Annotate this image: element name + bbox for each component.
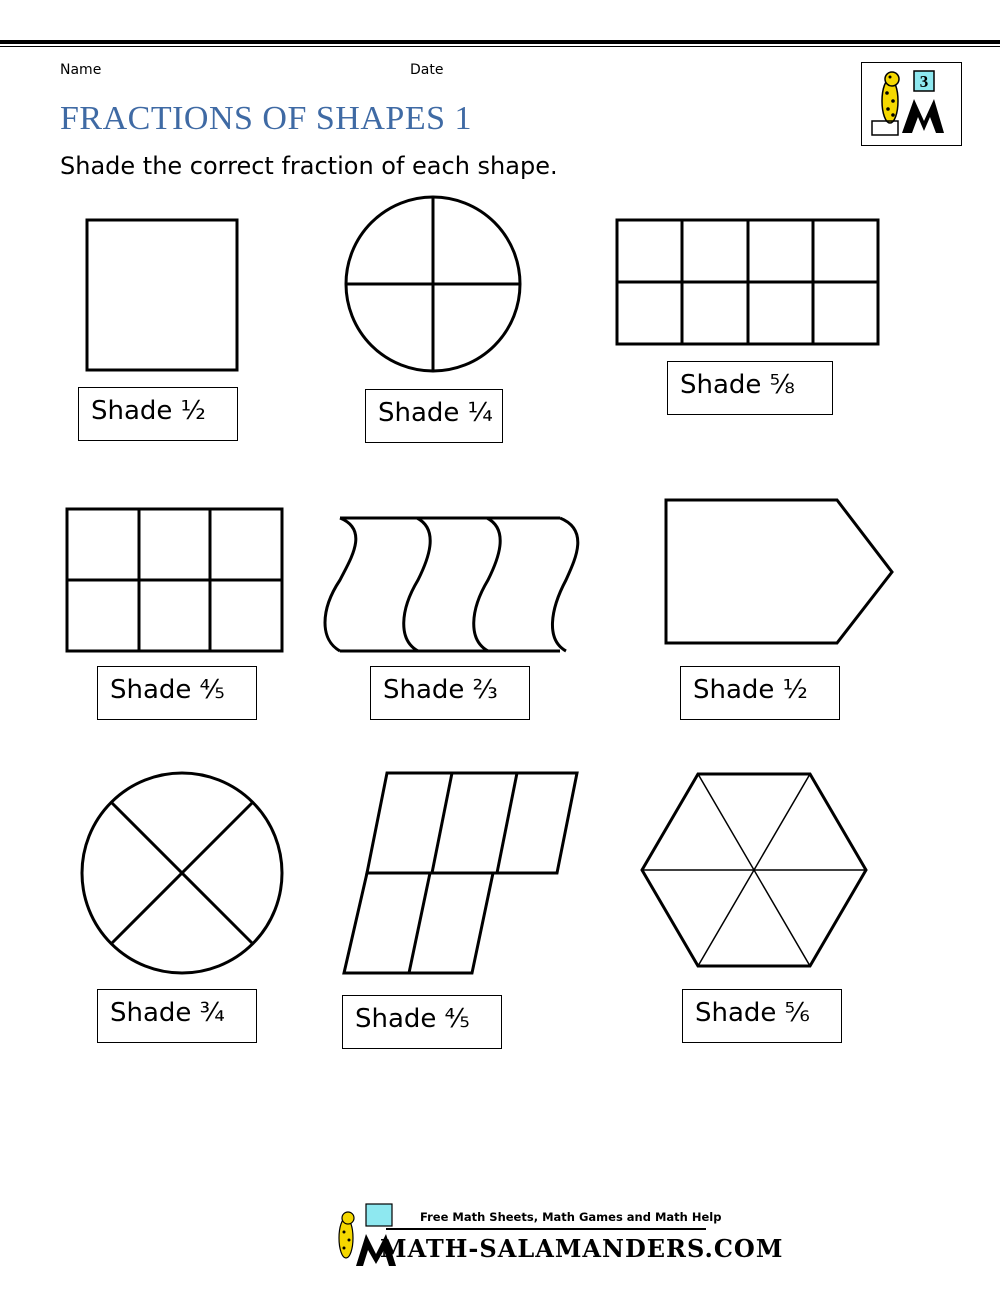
footer-rule	[386, 1228, 706, 1230]
page-title: FRACTIONS OF SHAPES 1	[60, 100, 472, 137]
circle-4-parts-shape	[346, 197, 520, 371]
shade-label-6: Shade ½	[680, 666, 840, 720]
shade-label-3: Shade ⅝	[667, 361, 833, 415]
shade-label-1: Shade ½	[78, 387, 238, 441]
hexagon-6-parts-shape	[642, 774, 866, 966]
circle-4-diagonal-parts-shape	[82, 773, 282, 973]
shade-label-7: Shade ¾	[97, 989, 257, 1043]
rectangle-8-parts-shape	[617, 220, 878, 344]
name-label: Name	[60, 62, 102, 78]
shade-label-8: Shade ⅘	[342, 995, 502, 1049]
logo-number: 3	[919, 72, 929, 91]
instruction-text: Shade the correct fraction of each shape.	[60, 152, 558, 180]
footer-brand: MATH-SALAMANDERS.COM	[380, 1234, 784, 1263]
footer-tagline: Free Math Sheets, Math Games and Math Help	[420, 1210, 722, 1224]
footer-logo	[326, 1200, 784, 1270]
parallelograms-5-parts-shape	[344, 773, 577, 973]
shade-label-9: Shade ⅚	[682, 989, 842, 1043]
square-shape	[87, 220, 237, 370]
shade-label-4: Shade ⅘	[97, 666, 257, 720]
wavy-3-parts-shape	[325, 518, 578, 651]
shade-label-5: Shade ⅔	[370, 666, 530, 720]
rectangle-6-parts-shape	[67, 509, 282, 651]
pentagon-shape	[666, 500, 892, 643]
date-label: Date	[410, 62, 444, 78]
shade-label-2: Shade ¼	[365, 389, 503, 443]
